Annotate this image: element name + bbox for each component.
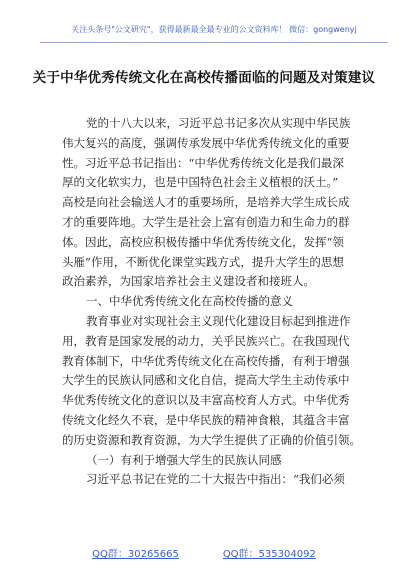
qq-group-link-2[interactable]: QQ群：535304092 — [222, 549, 316, 560]
body-line: 教育体制下，中华优秀传统文化在高校传播，有利于增强 — [62, 353, 350, 368]
body-line: 大学生的民族认同感和文化自信，提高大学生主动传承中 — [62, 373, 350, 388]
body-line: 教育事业对实现社会主义现代化建设目标起到推进作 — [86, 313, 351, 328]
body-line: 体。因此，高校应积极传播中华优秀传统文化，发挥“领 — [62, 234, 344, 249]
body-line: 性。习近平总书记指出：“中华优秀传统文化是我们最深 — [62, 155, 344, 170]
body-line: 高校是向社会输送人才的重要场所，是培养大学生成长成 — [62, 195, 350, 210]
footer — [0, 545, 408, 560]
body-line: 华优秀传统文化的意识以及丰富高校育人方式。中华优秀 — [62, 393, 350, 408]
body-line: 习近平总书记在党的二十大报告中指出：“我们必须 — [86, 472, 345, 487]
body-line: 用，教育是国家发展的动力，关乎民族兴亡。在我国现代 — [62, 333, 350, 348]
body-line: 党的十八大以来，习近平总书记多次从实现中华民族 — [86, 116, 351, 130]
body-line: 伟大复兴的高度，强调传承发展中华优秀传统文化的重要 — [62, 135, 350, 150]
body-line: （一）有利于增强大学生的民族认同感 — [86, 452, 282, 467]
qq-group-link-1[interactable]: QQ群：30265665 — [92, 549, 179, 560]
body-line: 传统文化经久不衰，是中华民族的精神食粮，其蕴含丰富 — [62, 412, 350, 427]
body-line: 的历史资源和教育资源，为大学生提供了正确的价值引领。 — [62, 432, 361, 447]
body-line: 才的重要阵地。大学生是社会上富有创造力和生命力的群 — [62, 214, 350, 229]
header-banner: 关注头条号"公文研究"，获得最新最全最专业的公文资料库！ 微信：gongwenyj — [71, 25, 357, 34]
body-line: 头雁”作用，不断优化课堂实践方式，提升大学生的思想 — [62, 254, 344, 269]
body-line: 厚的文化软实力，也是中国特色社会主义植根的沃土。” — [62, 175, 339, 190]
document-title: 关于中华优秀传统文化在高校传播面临的问题及对策建议 — [32, 70, 376, 86]
document-body — [62, 114, 364, 490]
body-line: 政治素养，为国家培养社会主义建设者和接班人。 — [62, 274, 315, 289]
body-line: 一、中华优秀传统文化在高校传播的意义 — [86, 294, 293, 309]
header-divider — [40, 42, 388, 43]
